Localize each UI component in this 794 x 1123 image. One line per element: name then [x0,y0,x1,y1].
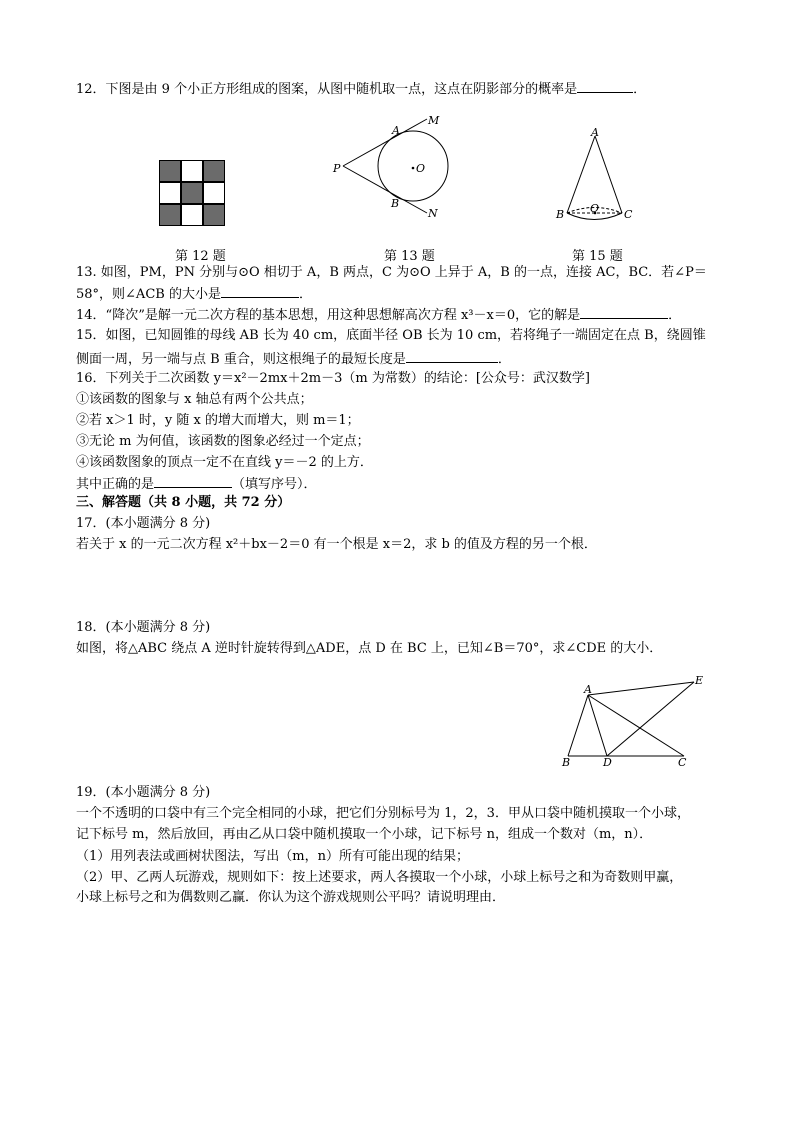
q16-answer-suffix: （填写序号）． [232,477,317,492]
q14-answer-blank [580,305,668,319]
fig15-label-O: O [590,202,600,215]
q12-text: 12．下图是由 9 个小正方形组成的图案，从图中随机取一点，这点在阴影部分的概率是 [76,82,578,97]
q13-answer-blank [221,284,299,298]
q14-end: ． [668,308,682,323]
q16-answer-blank [154,474,232,488]
q18-body: 如图，将△ABC 绕点 A 逆时针旋转得到△ADE，点 D 在 BC 上，已知∠B＝70°，求∠CDE 的大小． [76,641,663,656]
fig12-caption: 第 12 题 [175,249,226,264]
q19-part2-line2: 小球上标号之和为偶数则乙赢．你认为这个游戏规则公平吗？请说明理由． [76,890,506,905]
q16-intro: 16．下列关于二次函数 y＝x²－2mx＋2m－3（m 为常数）的结论：[公众号：武汉数学] [76,371,590,386]
q15-end: ． [497,352,511,367]
q15-text: 侧面一周，另一端与点 B 重合，则这根绳子的最短长度是 [76,352,406,367]
q13-line2 [76,284,312,304]
fig15-label-C: C [624,208,633,221]
fig15-label-B: B [556,208,565,221]
fig18-label-A: A [584,683,592,696]
q15-answer-blank [406,349,498,363]
fig15-caption: 第 15 题 [572,249,623,264]
q18-head: 18．(本小题满分 8 分) [76,620,211,635]
q17-head: 17．(本小题满分 8 分) [76,516,211,531]
q16-item2: ②若 x＞1 时，y 随 x 的增大而增大，则 m＝1； [76,413,360,428]
q12-end: ． [633,82,647,97]
fig13-label-A: A [392,124,400,137]
q13-line1: 13. 如图，PM，PN 分别与⊙O 相切于 A，B 两点，C 为⊙O 上异于 A，B 的一点，连接 AC，BC．若∠P＝ [76,265,707,280]
fig12-grid [159,160,225,226]
fig18-label-B: B [562,756,571,768]
section3-title: 三、解答题（共 8 小题，共 72 分） [76,495,291,510]
q13-end: ． [298,287,312,302]
fig18-label-E: E [695,674,704,687]
q12-line [76,79,646,99]
q14-text: 14．“降次”是解一元二次方程的基本思想，用这种思想解高次方程 x³－x＝0，它的解是 [76,308,581,323]
fig18-rotation-triangles [556,672,712,768]
fig13-tangent-circle [325,110,450,222]
fig13-label-M: M [428,114,440,127]
fig18-label-D: D [603,756,612,768]
fig15-label-A: A [591,126,599,139]
fig18-label-C: C [678,756,687,768]
q19-head: 19．(本小题满分 8 分) [76,785,211,800]
q16-item3: ③无论 m 为何值，该函数的图象必经过一个定点； [76,434,370,449]
fig15-cone [552,124,637,224]
q19-part1: （1）用列表法或画树状图法，写出（m，n）所有可能出现的结果； [76,849,469,864]
q15-line2 [76,349,511,369]
q19-part2-line1: （2）甲、乙两人玩游戏，规则如下：按上述要求，两人各摸取一个小球，小球上标号之和为奇数则甲赢， [76,870,683,885]
q15-line1: 15．如图，已知圆锥的母线 AB 长为 40 cm，底面半径 OB 长为 10 cm，若将绳子一端固定在点 B，绕圆锥 [76,328,706,343]
q13-text: 58°，则∠ACB 的大小是 [76,287,221,302]
q16-answer-prefix: 其中正确的是 [76,477,155,492]
q19-line1: 一个不透明的口袋中有三个完全相同的小球，把它们分别标号为 1，2，3．甲从口袋中随机摸取一个小球， [76,806,690,821]
fig13-label-P: P [333,162,341,175]
q14-line [76,305,681,325]
q19-line2: 记下标号 m，然后放回，再由乙从口袋中随机摸取一个小球，记下标号 n，组成一个数对（m，n）． [76,827,653,842]
fig13-label-N: N [428,207,438,220]
q17-body: 若关于 x 的一元二次方程 x²＋bx－2＝0 有一个根是 x＝2，求 b 的值及方程的另一个根． [76,537,597,552]
q16-answer-line [76,474,317,494]
fig13-label-O: O [416,162,426,175]
q16-item1: ①该函数的图象与 x 轴总有两个公共点； [76,392,313,407]
fig13-caption: 第 13 题 [384,249,435,264]
q12-answer-blank [577,79,633,93]
q16-item4: ④该函数图象的顶点一定不在直线 y＝－2 的上方． [76,455,373,470]
fig13-label-B: B [391,197,400,210]
